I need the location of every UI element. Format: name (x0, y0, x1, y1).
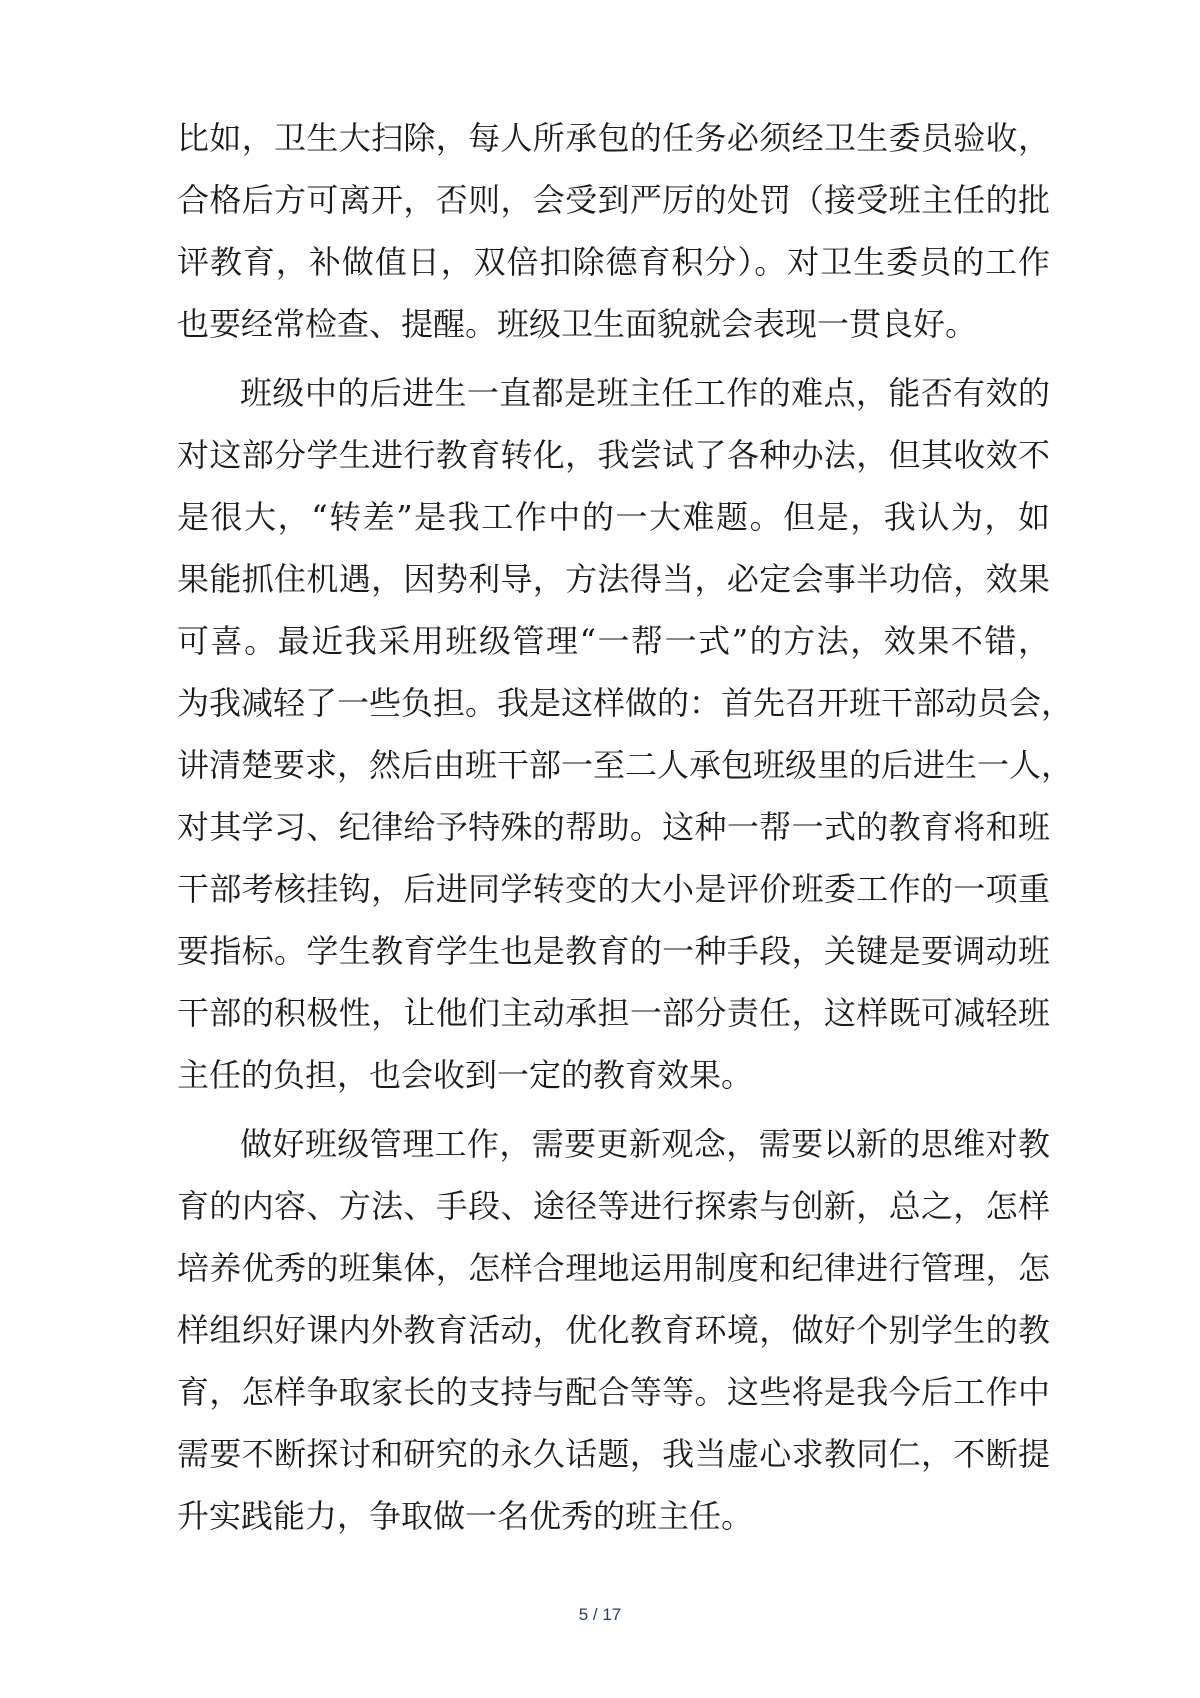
paragraph-3-line-6: 需要不断探讨和研究的永久话题，我当虚心求教同仁，不断提 (177, 1435, 1050, 1473)
page-number: 5 / 17 (578, 1605, 622, 1624)
paragraph-2-line-10: 要指标。学生教育学生也是教育的一种手段，关键是要调动班 (177, 932, 1050, 970)
paragraph-2-line-12: 主任的负担，也会收到一定的教育效果。 (177, 1056, 754, 1094)
paragraph-2-line-1: 班级中的后进生一直都是班主任工作的难点，能否有效的 (240, 374, 1050, 412)
paragraph-1-line-1: 比如，卫生大扫除，每人所承包的任务必须经卫生委员验收， (177, 119, 1050, 157)
paragraph-3-line-3: 培养优秀的班集体，怎样合理地运用制度和纪律进行管理，怎 (177, 1249, 1050, 1287)
paragraph-3-line-2: 育的内容、方法、手段、途径等进行探索与创新，总之，怎样 (177, 1187, 1050, 1225)
paragraph-2-line-3: 是很大，“转差”是我工作中的一大难题。但是，我认为，如 (177, 498, 1050, 536)
paragraph-2-line-8: 对其学习、纪律给予特殊的帮助。这种一帮一式的教育将和班 (177, 808, 1050, 846)
paragraph-1-line-4: 也要经常检查、提醒。班级卫生面貌就会表现一贯良好。 (177, 305, 978, 343)
paragraph-3-line-7: 升实践能力，争取做一名优秀的班主任。 (177, 1497, 754, 1535)
paragraph-3-line-1: 做好班级管理工作，需要更新观念，需要以新的思维对教 (240, 1125, 1050, 1163)
paragraph-2-line-6: 为我减轻了一些负担。我是这样做的：首先召开班干部动员会， (177, 684, 1074, 722)
paragraph-1-line-2: 合格后方可离开，否则，会受到严厉的处罚（接受班主任的批 (177, 181, 1050, 219)
paragraph-2-line-4: 果能抓住机遇，因势利导，方法得当，必定会事半功倍，效果 (177, 560, 1050, 598)
paragraph-3-line-4: 样组织好课内外教育活动，优化教育环境，做好个别学生的教 (177, 1311, 1050, 1349)
paragraph-3-line-5: 育，怎样争取家长的支持与配合等等。这些将是我今后工作中 (177, 1373, 1050, 1411)
paragraph-2-line-2: 对这部分学生进行教育转化，我尝试了各种办法，但其收效不 (177, 436, 1050, 474)
paragraph-2-line-7: 讲清楚要求，然后由班干部一至二人承包班级里的后进生一人， (177, 746, 1074, 784)
paragraph-2-line-9: 干部考核挂钩，后进同学转变的大小是评价班委工作的一项重 (177, 870, 1050, 908)
paragraph-1-line-3: 评教育，补做值日，双倍扣除德育积分）。对卫生委员的工作 (177, 243, 1050, 281)
paragraph-2-line-5: 可喜。最近我采用班级管理“一帮一式”的方法，效果不错， (177, 622, 1050, 660)
paragraph-2-line-11: 干部的积极性，让他们主动承担一部分责任，这样既可减轻班 (177, 994, 1050, 1032)
